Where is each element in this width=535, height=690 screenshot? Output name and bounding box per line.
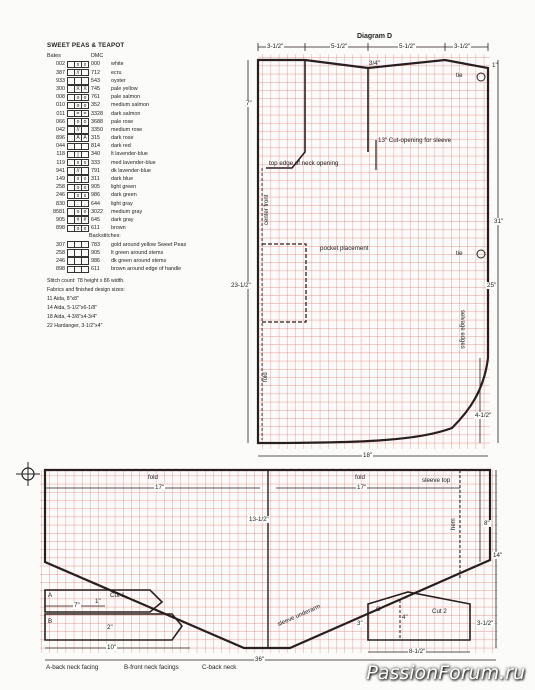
fold-vertical-label: fold (263, 372, 269, 382)
color-name: dark salmon (111, 110, 141, 117)
symbol-cell: x (75, 160, 82, 165)
symbol-cell: = (75, 111, 82, 116)
dmc-code: 352 (91, 102, 100, 109)
backstitch-name: gold around yellow Sweet Peas (111, 241, 187, 248)
symbol-cell: x (75, 62, 82, 67)
dmc-code: 000 (91, 61, 100, 68)
dmc-header: DMC (91, 53, 104, 60)
selvage-label: selvage edges (459, 310, 465, 349)
color-name: medium rose (111, 126, 143, 133)
symbol-cell: // (75, 127, 82, 132)
symbol-cell: o (83, 184, 87, 191)
symbol-cell: # (83, 217, 87, 224)
bates-code: 011 (56, 110, 65, 117)
neck-width-label: 3/4" (369, 60, 380, 67)
stitch-count: Stitch count: 78 height x 86 width. (47, 278, 125, 285)
dim-13: 13-1/2" (249, 516, 269, 523)
piece-a-letter: A (48, 592, 53, 599)
bates-code: 387 (56, 69, 65, 76)
color-name: oyster (111, 77, 126, 84)
bates-code: 119 (56, 159, 65, 166)
bates-code: 246 (56, 257, 65, 264)
dim-3: 3" (357, 620, 363, 627)
dim-left-23: 23-1/2" (231, 282, 251, 289)
piece-b-letter: B (48, 618, 53, 625)
fabric-1: 14 Aida, 5-1/2"x6-1/8" (47, 305, 98, 312)
dim-36: 36" (255, 656, 265, 663)
dim-top-1: 3-1/2" (267, 43, 284, 50)
color-name: ecru (111, 69, 122, 76)
dim-10: 10" (107, 644, 117, 651)
color-name: medium salmon (111, 102, 150, 109)
backstitches-title: Backstitches: (89, 233, 121, 240)
color-name: med lavender-blue (111, 159, 156, 166)
dim-1: 1" (95, 598, 101, 605)
dim-right-31: 31" (494, 218, 504, 225)
color-name: dk lavender-blue (111, 167, 151, 174)
dmc-code: 3022 (91, 208, 103, 215)
dmc-code: 905 (91, 249, 100, 256)
pocket-label: pocket placement (320, 245, 369, 252)
fabric-0: 11 Aida, 8"x8" (47, 296, 79, 303)
dim-17-right: 17" (357, 484, 367, 491)
symbol-cell: o (75, 209, 82, 214)
backstitch-name: brown around edge of handle (111, 266, 182, 273)
backstitch-name: dk green around stems (111, 257, 167, 264)
symbol-cell: # (75, 217, 82, 222)
symbol-cell: o (83, 119, 87, 126)
dmc-code: 791 (91, 167, 100, 174)
backstitch-name: lt green around stems (111, 249, 164, 256)
bates-code: 258 (56, 184, 65, 191)
caption-b: B-front neck facings (124, 664, 179, 671)
dim-17-left: 17" (155, 484, 165, 491)
symbol-cell: // (75, 168, 82, 173)
dim-14: 14" (493, 552, 503, 559)
dim-8: 8" (484, 520, 490, 527)
fold-label-left: fold (148, 474, 158, 481)
dmc-code: 986 (91, 192, 100, 199)
symbol-cell: o (75, 95, 82, 100)
bates-code: 933 (56, 77, 65, 84)
symbol-cell: o (83, 102, 87, 109)
symbol-cell: X (83, 86, 87, 93)
dmc-code: 3328 (91, 110, 103, 117)
bates-header: Bates (47, 53, 61, 60)
color-name: dark rose (111, 135, 134, 142)
dmc-code: 611 (91, 266, 100, 273)
cut-opening-label: 13" Cut-opening for sleeve (378, 137, 452, 144)
bates-code: 042 (56, 126, 65, 133)
symbol-cell: x (83, 61, 87, 68)
registration-crosshair-icon (16, 462, 40, 486)
bates-code: 830 (56, 200, 65, 207)
symbol-cell: o (83, 209, 87, 216)
symbol-cell: | (75, 152, 82, 157)
dim-7: 7" (74, 602, 80, 609)
dmc-code: 814 (91, 143, 100, 150)
watermark-text: PassionForum.ru (366, 662, 525, 684)
color-name: pale yellow (111, 85, 138, 92)
dmc-code: 543 (91, 77, 100, 84)
center-front-label: center front (264, 194, 270, 225)
dmc-code: 712 (91, 69, 100, 76)
dim-top-3: 5-1/2" (399, 43, 416, 50)
bates-code: 246 (56, 192, 65, 199)
fabric-2: 18 Aida, 4-3/8"x4-3/4" (47, 314, 98, 321)
bates-code: 008 (56, 94, 65, 101)
dmc-code: 340 (91, 151, 100, 158)
symbol-cell: o (75, 103, 82, 108)
caption-c: C-back neck (202, 664, 237, 671)
caption-a: A-back neck facing (46, 664, 99, 671)
symbol-cell: . (84, 200, 86, 207)
bates-code: 8581 (53, 208, 65, 215)
diagram-title: Diagram D (357, 33, 393, 40)
symbol-cell: o (75, 226, 82, 231)
symbol-cell: = (83, 110, 87, 117)
dim-right-25: 25" (487, 282, 497, 289)
right-top-dim: 1" (492, 62, 498, 69)
symbol-cell: x (75, 193, 82, 198)
symbol-cell: o (83, 225, 87, 232)
color-name: white (111, 61, 124, 68)
legend-title: SWEET PEAS & TEAPOT (47, 42, 125, 49)
hem-label: hem (451, 518, 457, 530)
dim-right-4: 4-1/2" (475, 412, 492, 419)
bates-code: 300 (56, 85, 65, 92)
color-name: medium gray (111, 208, 143, 215)
dim-top-2: 5-1/2" (331, 43, 348, 50)
tie-label-top: tie (456, 72, 463, 79)
sleeve-underarm-label: sleeve underarm (276, 602, 322, 629)
bates-code: 898 (56, 266, 65, 273)
color-name: pale salmon (111, 94, 141, 101)
symbol-cell: A (83, 135, 87, 142)
dmc-code: 745 (91, 85, 100, 92)
sleeve-top-label: sleeve top (422, 477, 451, 484)
cut1-label: Cut 1 (110, 592, 125, 599)
color-name: light gray (111, 200, 133, 207)
symbol-cell: o (83, 94, 87, 101)
dmc-code: 315 (91, 135, 100, 142)
symbol-cell: A (75, 135, 82, 140)
dmc-code: 783 (91, 241, 100, 248)
symbol-cell: . (75, 201, 82, 206)
color-name: dark gray (111, 216, 134, 223)
dmc-code: 611 (91, 225, 100, 232)
dmc-code: 644 (91, 200, 100, 207)
color-name: dark green (111, 192, 137, 199)
dmc-code: 311 (91, 176, 100, 183)
dmc-code: 986 (91, 257, 100, 264)
fabric-3: 22 Hardanger, 3-1/2"x4" (47, 323, 103, 330)
top-neck-label: top edge of neck opening (269, 160, 339, 167)
bates-code: 118 (56, 151, 65, 158)
color-name: pale rose (111, 118, 134, 125)
symbol-cell: o (75, 185, 82, 190)
symbol-cell: x (75, 176, 82, 181)
bates-code: 010 (56, 102, 65, 109)
bates-code: 896 (56, 135, 65, 142)
bates-code: 307 (56, 241, 65, 248)
bates-code: 905 (56, 216, 65, 223)
dim-width-18: 18" (363, 452, 373, 459)
tie-label-side: tie (456, 250, 463, 257)
dim-8-half: 8-1/2" (409, 648, 426, 655)
bates-code: 258 (56, 249, 65, 256)
color-name: dark blue (111, 176, 134, 183)
color-name: light green (111, 184, 137, 191)
dmc-code: 645 (91, 216, 100, 223)
symbol-cell: // (75, 70, 82, 75)
piece-c-letter: C (376, 606, 381, 613)
bates-code: 898 (56, 225, 65, 232)
symbol-cell: x (83, 192, 87, 199)
color-name: dark red (111, 143, 131, 150)
cut2-label: Cut 2 (432, 608, 447, 615)
dim-left-7: 7" (246, 100, 252, 107)
dmc-code: 3350 (91, 126, 103, 133)
color-name: brown (111, 225, 126, 232)
symbol-cell: x (83, 176, 87, 183)
symbol-cell: o (75, 119, 82, 124)
fold-label-right: fold (355, 474, 365, 481)
fabrics-title: Fabrics and finished design sizes: (47, 287, 125, 294)
symbol-cell: X (75, 86, 82, 91)
symbol-cell: x (83, 160, 87, 167)
dim-top-4: 3-1/2" (454, 43, 471, 50)
dmc-code: 761 (91, 94, 100, 101)
bates-code: 066 (56, 118, 65, 125)
dmc-code: 3688 (91, 118, 103, 125)
dmc-code: 905 (91, 184, 100, 191)
dim-2: 2" (107, 624, 113, 631)
dim-4: 4" (402, 614, 408, 621)
dim-3-half: 3-1/2" (477, 620, 494, 627)
bates-code: 002 (56, 61, 65, 68)
bates-code: 941 (56, 167, 65, 174)
color-name: lt lavender-blue (111, 151, 148, 158)
dmc-code: 333 (91, 159, 100, 166)
bates-code: 149 (56, 176, 65, 183)
bates-code: 044 (56, 143, 65, 150)
